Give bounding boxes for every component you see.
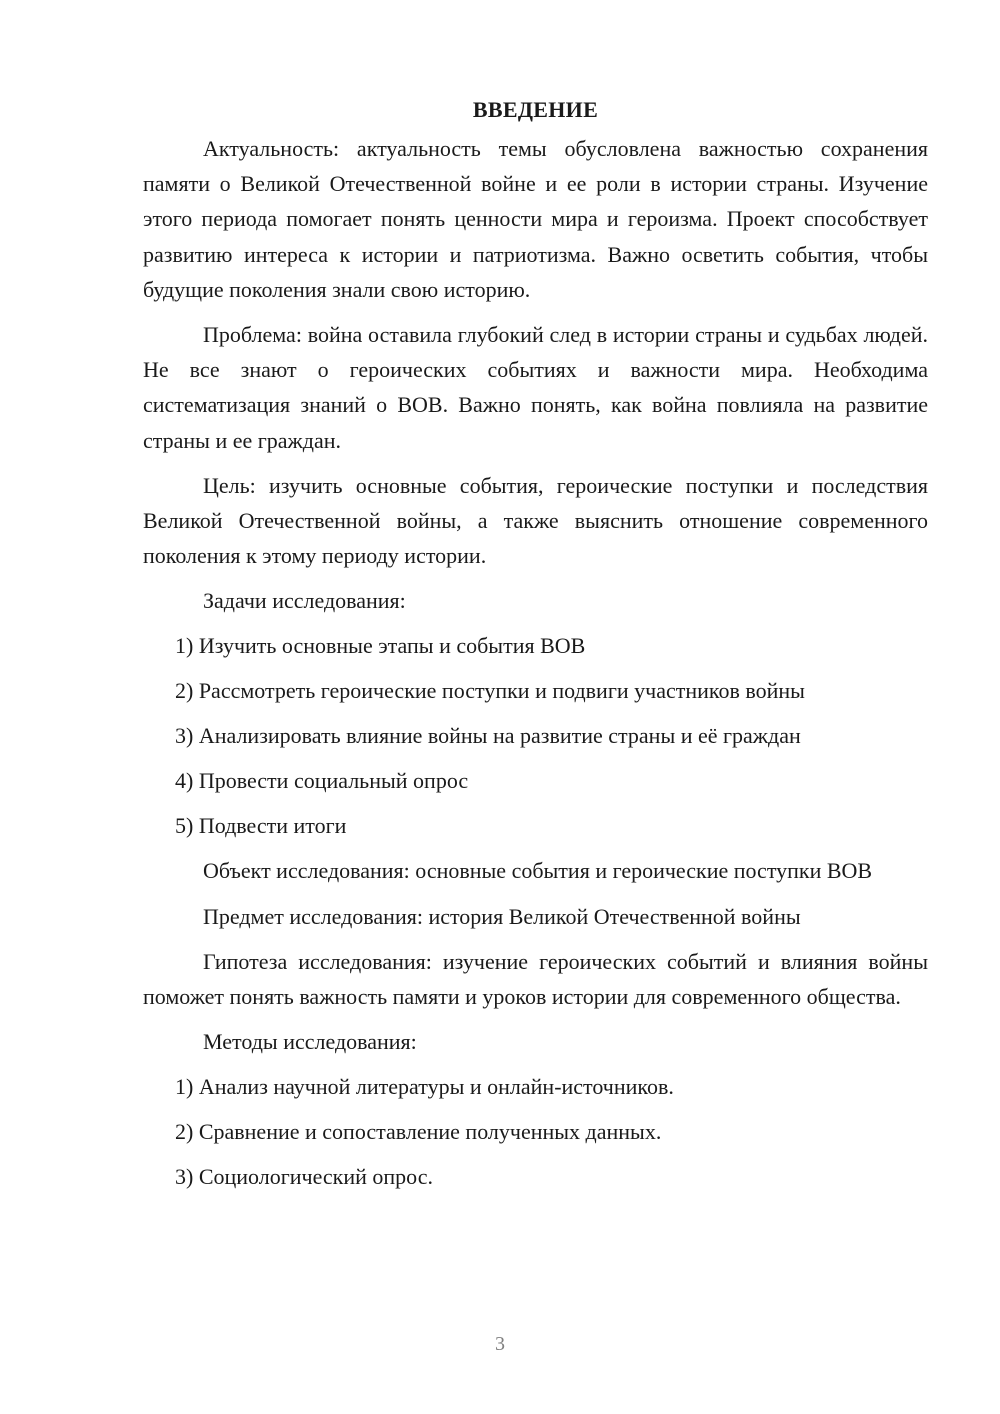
object-paragraph: Объект исследования: основные события и героические поступки ВОВ — [203, 858, 873, 884]
page-title: ВВЕДЕНИЕ — [472, 97, 599, 122]
list-item: 5) Подвести итоги — [175, 813, 347, 839]
list-item: 3) Социологический опрос. — [175, 1164, 433, 1190]
subject-paragraph: Предмет исследования: история Великой Отечественной войны — [203, 903, 801, 929]
list-item: 2) Сравнение и сопоставление полученных данных. — [175, 1119, 662, 1145]
list-item: 3) Анализировать влияние войны на развитие страны и её граждан — [175, 723, 801, 749]
list-item: 2) Рассмотреть героические поступки и подвиги участников войны — [175, 678, 805, 704]
list-item: 1) Изучить основные этапы и события ВОВ — [175, 633, 586, 659]
relevance-paragraph: Актуальность: актуальность темы обусловлена важностью сохранения памяти о Великой Отечественной войне и ее роли в истории страны. Изучение этого периода помогает понять ценности мира и героизма. Проект способствует развитию интереса к истории и патриотизма. Важно осветить события, чтобы будущие поколения знали свою историю. — [143, 136, 928, 302]
list-item: 4) Провести социальный опрос — [175, 768, 469, 794]
page-number: 3 — [495, 1333, 505, 1355]
hypothesis-paragraph: Гипотеза исследования: изучение героических событий и влияния войны поможет понять важность памяти и уроков истории для современного общества. — [143, 948, 928, 1010]
methods-label: Методы исследования: — [203, 1029, 417, 1055]
tasks-label: Задачи исследования: — [203, 588, 406, 614]
methods-list — [143, 1069, 928, 1194]
document-page — [143, 92, 928, 1204]
list-item: 1) Анализ научной литературы и онлайн-источников. — [175, 1074, 674, 1100]
goal-paragraph: Цель: изучить основные события, героические поступки и последствия Великой Отечественной войны, а также выяснить отношение современного поколения к этому периоду истории. — [143, 472, 928, 569]
tasks-list — [143, 628, 928, 843]
problem-paragraph: Проблема: война оставила глубокий след в истории страны и судьбах людей. Не все знают о героических событиях и важности мира. Необходима систематизация знаний о ВОВ. Важно понять, как война повлияла на развитие страны и ее граждан. — [143, 322, 928, 453]
